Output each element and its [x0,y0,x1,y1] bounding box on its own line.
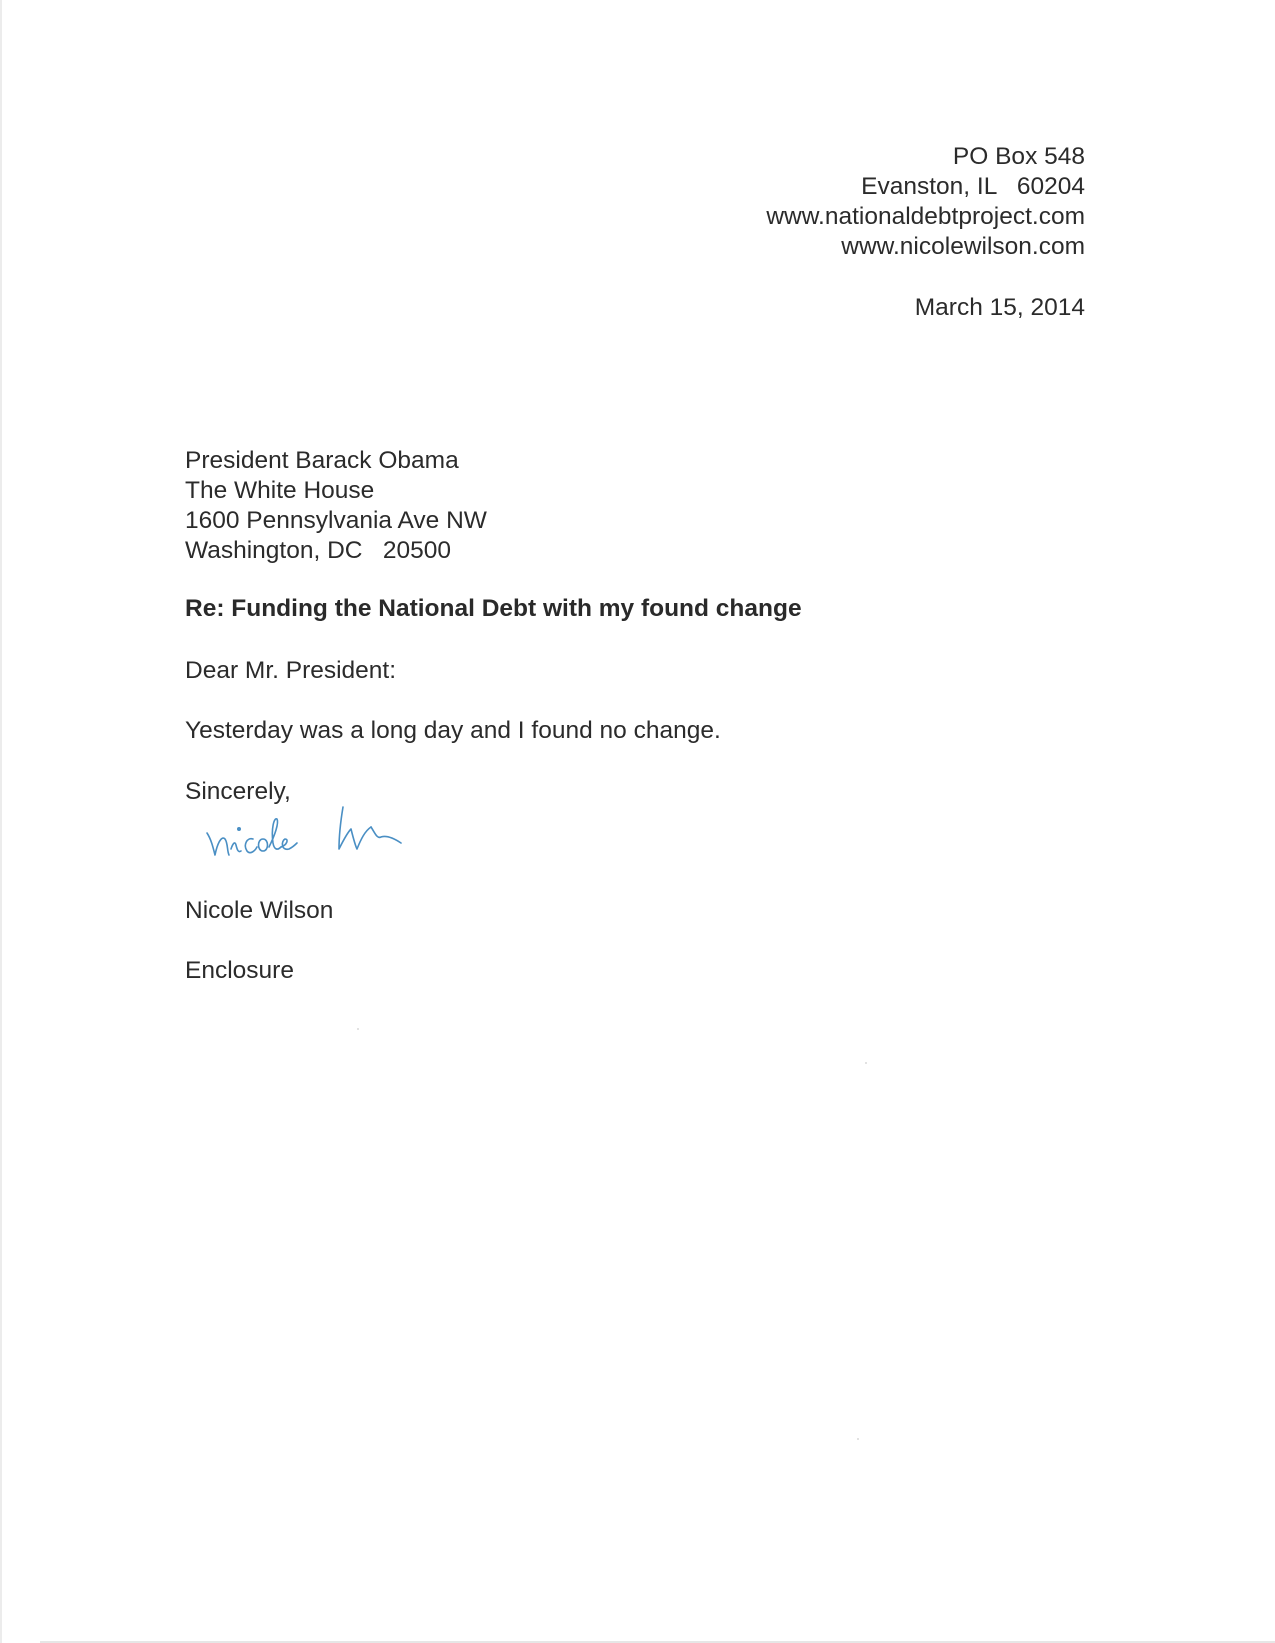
scan-speck [857,1438,859,1440]
closing: Sincerely, [185,778,291,805]
letter-body: Yesterday was a long day and I found no change. [185,717,721,744]
scan-speck [357,1028,359,1030]
salutation: Dear Mr. President: [185,657,397,684]
handwritten-signature [205,805,425,875]
recipient-street: 1600 Pennsylvania Ave NW [185,507,487,534]
recipient-organization: The White House [185,477,375,504]
recipient-name: President Barack Obama [185,447,459,474]
sender-website-1: www.nationaldebtproject.com [766,203,1085,230]
enclosure-notation: Enclosure [185,957,294,984]
scan-edge [0,0,2,1643]
recipient-address-block [185,446,487,566]
sender-po-box: PO Box 548 [952,143,1085,170]
sender-city-state-zip: Evanston, IL 60204 [861,173,1085,200]
scan-speck [865,1062,867,1064]
sender-address-block [766,142,1085,262]
recipient-city-state-zip: Washington, DC 20500 [185,537,452,564]
signer-name: Nicole Wilson [185,897,334,924]
sender-website-2: www.nicolewilson.com [841,233,1085,260]
letter-date: March 15, 2014 [914,294,1085,321]
subject-line: Re: Funding the National Debt with my found change [185,595,802,622]
